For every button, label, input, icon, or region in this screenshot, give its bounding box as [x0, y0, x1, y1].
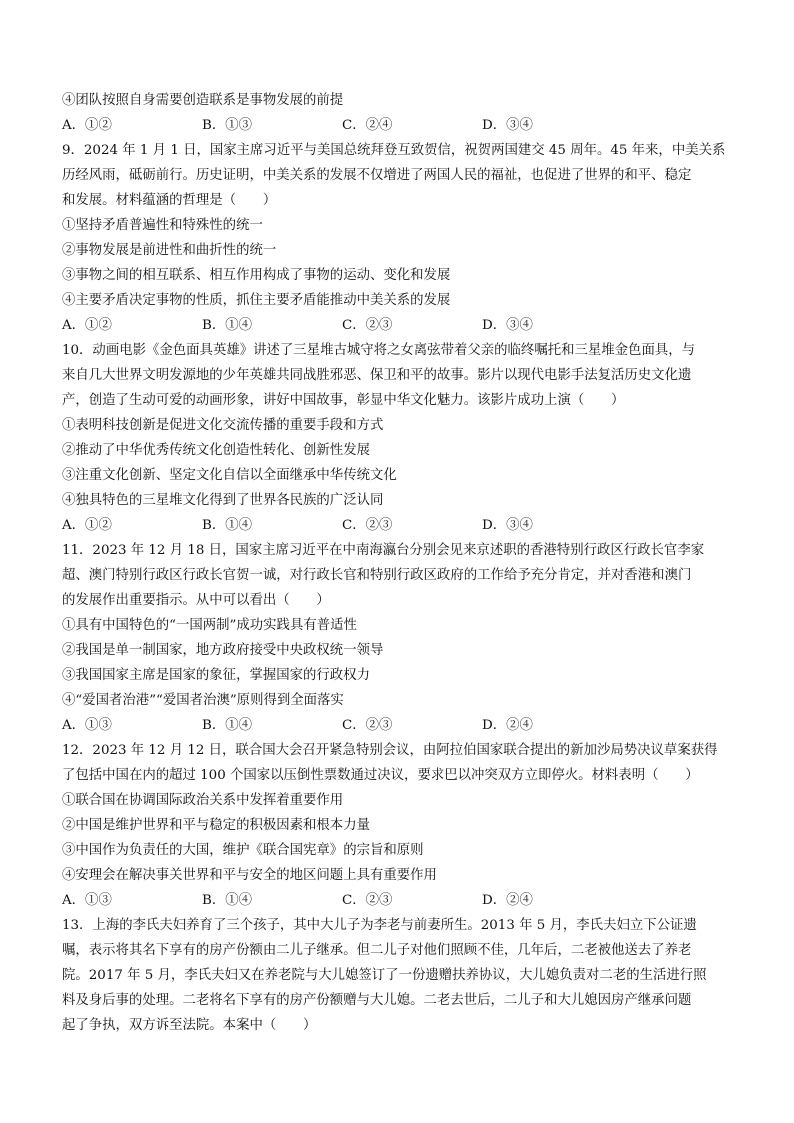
question-12: [62, 738, 734, 913]
question-stem-line: 院。2017 年 5 月，李氏夫妇又在养老院与大儿媳签订了一份遗赠扶养协议，大儿媳负责对二老的生活进行照: [62, 968, 707, 983]
statement: ③事物之间的相互联系、相互作用构成了事物的运动、变化和发展: [62, 268, 451, 283]
option-b[interactable]: B．①④: [202, 893, 253, 908]
option-b[interactable]: B．①③: [202, 118, 253, 133]
answer-options: [62, 513, 734, 538]
question-stem-line: 11．2023 年 12 月 18 日，国家主席习近平在中南海瀛台分别会见来京述职的香港特别行政区行政长官李家: [62, 543, 705, 558]
exam-page: [62, 88, 734, 1038]
statement: ④主要矛盾决定事物的性质，抓住主要矛盾能推动中美关系的发展: [62, 293, 451, 308]
statement: ①联合国在协调国际政治关系中发挥着重要作用: [62, 793, 344, 808]
question-stem-line: 了包括中国在内的超过 100 个国家以压倒性票数通过决议，要求巴以冲突双方立即停火。材料表明（ ）: [62, 768, 699, 783]
answer-options: [62, 888, 734, 913]
statement: ①具有中国特色的“一国两制”成功实践具有普适性: [62, 618, 357, 633]
question-stem-line: 13．上海的李氏夫妇养育了三个孩子，其中大儿子为李老与前妻所生。2013 年 5 月，李氏夫妇立下公证遗: [62, 918, 697, 933]
question-stem-line: 的发展作出重要指示。从中可以看出（ ）: [62, 593, 330, 608]
question-stem-line: 嘱，表示将其名下享有的房产份额由二儿子继承。但二儿子对他们照顾不佳，几年后，二老被他送去了养老: [62, 943, 692, 958]
question-stem-line: 9．2024 年 1 月 1 日，国家主席习近平与美国总统拜登互致贺信，祝贺两国建交 45 周年。45 年来，中美关系: [62, 143, 726, 158]
question-stem-line: 历经风雨，砥砺前行。历史证明，中美关系的发展不仅增进了两国人民的福祉，也促进了世界的和平、稳定: [62, 168, 692, 183]
question-stem-line: 产，创造了生动可爱的动画形象，讲好中国故事，彰显中华文化魅力。该影片成功上演（ ）: [62, 393, 625, 408]
option-d[interactable]: D．③④: [482, 118, 533, 133]
answer-options: [62, 113, 734, 138]
answer-options: [62, 313, 734, 338]
option-d[interactable]: D．②④: [482, 718, 533, 733]
option-b[interactable]: B．①④: [202, 318, 253, 333]
option-a[interactable]: A．①②: [62, 518, 112, 533]
statement: ②我国是单一制国家，地方政府接受中央政权统一领导: [62, 643, 384, 658]
question-stem-line: 起了争执，双方诉至法院。本案中（ ）: [62, 1018, 317, 1033]
statement: ④“爱国者治港”“爱国者治澳”原则得到全面落实: [62, 693, 344, 708]
question-stem-line: 来自几大世界文明发源地的少年英雄共同战胜邪恶、保卫和平的故事。影片以现代电影手法复活历史文化遗: [62, 368, 692, 383]
option-c[interactable]: C．②④: [342, 118, 393, 133]
question-stem-line: 超、澳门特别行政区行政长官贺一诚，对行政长官和特别行政区政府的工作给予充分肯定，并对香港和澳门: [62, 568, 692, 583]
question-10: [62, 338, 734, 538]
statement: ④安理会在解决事关世界和平与安全的地区问题上具有重要作用: [62, 868, 437, 883]
statement: ②中国是维护世界和平与稳定的积极因素和根本力量: [62, 818, 370, 833]
option-c[interactable]: C．②③: [342, 718, 393, 733]
option-c[interactable]: C．②③: [342, 893, 393, 908]
option-d[interactable]: D．③④: [482, 518, 533, 533]
question-stem-line: 和发展。材料蕴涵的哲理是（ ）: [62, 193, 277, 208]
option-c[interactable]: C．②③: [342, 518, 393, 533]
option-a[interactable]: A．①③: [62, 893, 112, 908]
option-b[interactable]: B．①④: [202, 518, 253, 533]
question-9: [62, 138, 734, 338]
statement: ④独具特色的三星堆文化得到了世界各民族的广泛认同: [62, 493, 384, 508]
question-13: [62, 913, 734, 1038]
question-11: [62, 538, 734, 738]
answer-options: [62, 713, 734, 738]
option-c[interactable]: C．②③: [342, 318, 393, 333]
statement: ①表明科技创新是促进文化交流传播的重要手段和方式: [62, 418, 384, 433]
question-stem-line: 10．动画电影《金色面具英雄》讲述了三星堆古城守将之女离弦带着父亲的临终嘱托和三星堆金色面具，与: [62, 343, 696, 358]
option-d[interactable]: D．③④: [482, 318, 533, 333]
statement: ①坚持矛盾普遍性和特殊性的统一: [62, 218, 263, 233]
option-a[interactable]: A．①③: [62, 718, 112, 733]
option-a[interactable]: A．①②: [62, 118, 112, 133]
statement: ④团队按照自身需要创造联系是事物发展的前提: [62, 93, 344, 108]
option-b[interactable]: B．①④: [202, 718, 253, 733]
option-a[interactable]: A．①②: [62, 318, 112, 333]
question-stem-line: 12．2023 年 12 月 12 日，联合国大会召开紧急特别会议，由阿拉伯国家联合提出的新加沙局势决议草案获得: [62, 743, 718, 758]
statement: ②事物发展是前进性和曲折性的统一: [62, 243, 277, 258]
statement: ③注重文化创新、坚定文化自信以全面继承中华传统文化: [62, 468, 397, 483]
option-d[interactable]: D．②④: [482, 893, 533, 908]
statement: ③我国国家主席是国家的象征，掌握国家的行政权力: [62, 668, 370, 683]
question-stem-line: 料及身后事的处理。二老将名下享有的房产份额赠与大儿媳。二老去世后，二儿子和大儿媳因房产继承问题: [62, 993, 692, 1008]
statement: ②推动了中华优秀传统文化创造性转化、创新性发展: [62, 443, 370, 458]
statement: ③中国作为负责任的大国，维护《联合国宪章》的宗旨和原则: [62, 843, 424, 858]
